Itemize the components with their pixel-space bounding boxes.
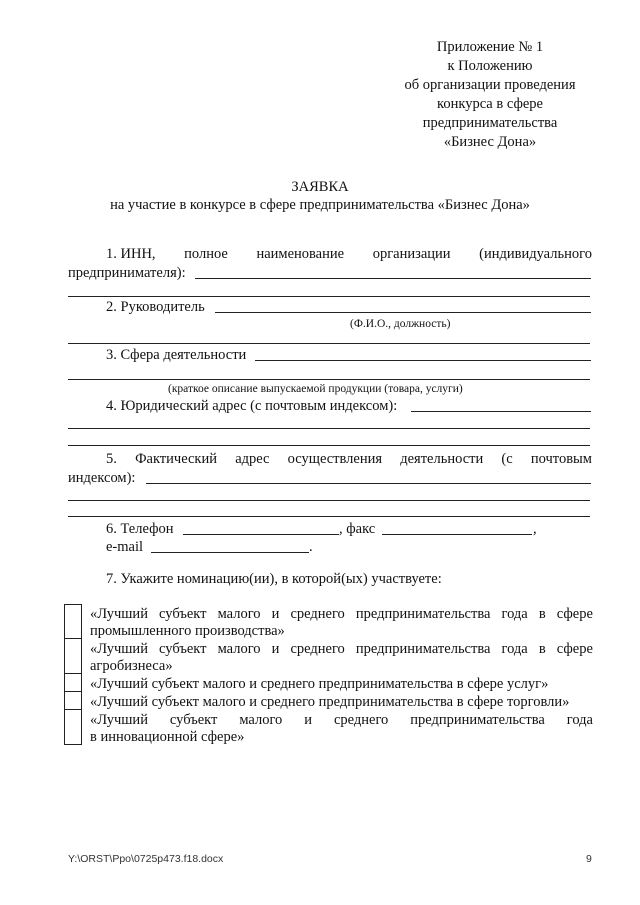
item-2-field[interactable]	[215, 312, 591, 313]
word: года	[501, 641, 528, 657]
item-4-field-extra-2[interactable]	[68, 445, 590, 446]
word: полное	[184, 246, 228, 262]
item-3-field-extra[interactable]	[68, 379, 590, 380]
nomination-checkbox-4[interactable]	[64, 691, 82, 710]
nomination-checkbox-2[interactable]	[64, 638, 82, 674]
word: 1. ИНН,	[106, 246, 156, 262]
email-field[interactable]	[151, 552, 309, 553]
appendix-line: Приложение № 1	[436, 39, 544, 55]
word: в	[538, 641, 546, 657]
appendix-line: об организации проведения	[404, 77, 576, 93]
item-1-field[interactable]	[195, 278, 591, 279]
word: года	[501, 606, 528, 622]
appendix-block	[390, 38, 590, 152]
word: наименование	[256, 246, 345, 262]
word: «Лучший	[90, 712, 148, 728]
word: и	[304, 712, 312, 728]
word: года	[566, 712, 593, 728]
phone-field[interactable]	[183, 534, 339, 535]
item-2-label: 2. Руководитель	[106, 299, 205, 315]
page-number: 9	[586, 853, 592, 865]
appendix-line: «Бизнес Дона»	[443, 134, 537, 150]
word: среднего	[290, 641, 345, 657]
item-1-text	[106, 245, 592, 263]
item-5-continuation: индексом):	[68, 470, 136, 486]
item-6-comma: ,	[533, 521, 537, 537]
page-subtitle: на участие в конкурсе в сфере предпринимательства «Бизнес Дона»	[110, 197, 530, 213]
word: среднего	[290, 606, 345, 622]
nomination-checkbox-3[interactable]	[64, 673, 82, 692]
item-6-fax-label: , факс	[339, 521, 376, 537]
word: сфере	[556, 641, 593, 657]
word: почтовым	[530, 451, 592, 467]
word: предпринимательства	[355, 641, 491, 657]
item-5-field-extra-1[interactable]	[68, 500, 590, 501]
item-3-hint: (краткое описание выпускаемой продукции (товара, услуги)	[168, 383, 463, 395]
page-title: ЗАЯВКА	[291, 179, 349, 195]
item-6-email-label: e-mail	[106, 539, 144, 555]
item-5-text	[106, 450, 592, 468]
word: адрес	[235, 451, 270, 467]
word: субъект	[159, 641, 207, 657]
nomination-checkbox-1[interactable]	[64, 604, 82, 639]
nomination-4-text: «Лучший субъект малого и среднего предпринимательства в сфере торговли»	[90, 694, 570, 710]
item-4-field-extra-1[interactable]	[68, 428, 590, 429]
word: субъект	[159, 606, 207, 622]
word: малого	[239, 712, 283, 728]
footer-file-path: Y:\ORST\Ppo\0725p473.f18.docx	[68, 853, 224, 865]
word: «Лучший	[90, 606, 148, 622]
item-2-field-extra[interactable]	[68, 343, 590, 344]
nomination-3-text: «Лучший субъект малого и среднего предпринимательства в сфере услуг»	[90, 676, 549, 692]
nomination-5-continuation: в инновационной сфере»	[90, 729, 245, 745]
word: малого	[217, 641, 261, 657]
word: и	[271, 606, 280, 622]
item-1-continuation: предпринимателя):	[68, 265, 186, 281]
word: организации	[372, 246, 451, 262]
nomination-1-continuation: промышленного производства»	[90, 623, 285, 639]
word: деятельности	[400, 451, 484, 467]
nomination-5-text	[90, 711, 593, 729]
item-7-label: 7. Укажите номинацию(ии), в которой(ых) участвуете:	[106, 571, 442, 587]
item-5-field[interactable]	[146, 483, 591, 484]
appendix-line: к Положению	[447, 58, 533, 74]
nomination-1-text	[90, 605, 593, 623]
item-5-field-extra-2[interactable]	[68, 516, 590, 517]
item-3-field[interactable]	[255, 360, 591, 361]
nomination-checkbox-5[interactable]	[64, 709, 82, 745]
word: (с	[501, 451, 513, 467]
fax-field[interactable]	[382, 534, 532, 535]
word: «Лучший	[90, 641, 148, 657]
word: малого	[217, 606, 261, 622]
word: среднего	[333, 712, 389, 728]
item-6-period: .	[309, 539, 313, 555]
appendix-line: конкурса в сфере	[437, 96, 543, 112]
appendix-line: предпринимательства	[422, 115, 558, 131]
word: (индивидуального	[479, 246, 592, 262]
word: и	[271, 641, 280, 657]
word: субъект	[169, 712, 218, 728]
item-6-phone-label: 6. Телефон	[106, 521, 174, 537]
word: в	[538, 606, 546, 622]
item-1-field-extra[interactable]	[68, 296, 590, 297]
item-3-label: 3. Сфера деятельности	[106, 347, 247, 363]
word: сфере	[556, 606, 593, 622]
item-2-hint: (Ф.И.О., должность)	[350, 318, 451, 330]
word: осуществления	[287, 451, 383, 467]
item-4-field[interactable]	[411, 411, 591, 412]
nomination-2-text	[90, 640, 593, 658]
nomination-2-continuation: агробизнеса»	[90, 658, 173, 674]
word: 5.	[106, 451, 117, 467]
word: предпринимательства	[355, 606, 491, 622]
item-4-label: 4. Юридический адрес (с почтовым индексом):	[106, 398, 398, 414]
word: предпринимательства	[410, 712, 545, 728]
word: Фактический	[135, 451, 217, 467]
